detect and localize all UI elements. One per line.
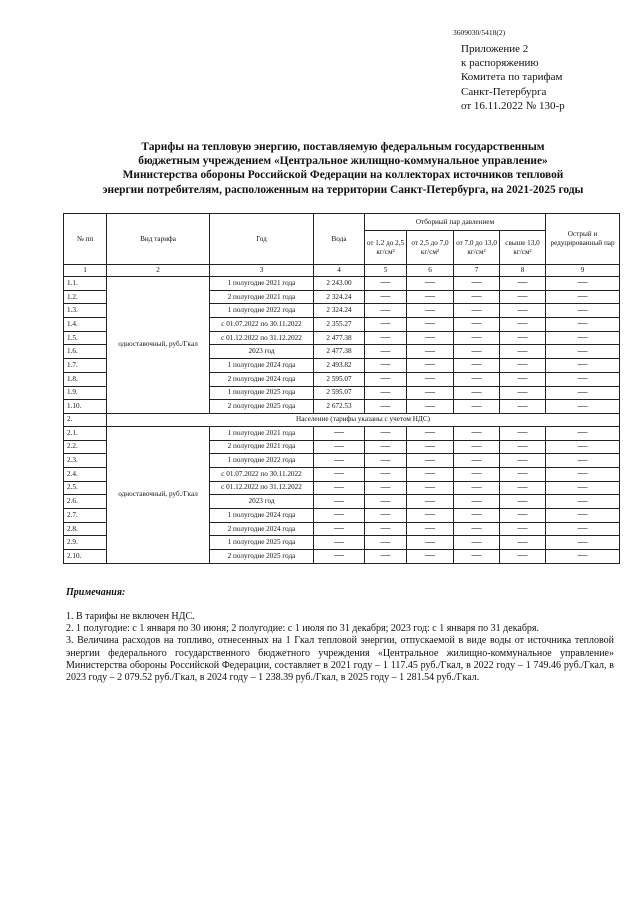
dash-cell: — (546, 359, 620, 373)
period: 2 полугодие 2024 года (210, 372, 314, 386)
title-line: Министерства обороны Российской Федерации на коллекторах источников тепловой (122, 169, 564, 182)
water-value: — (314, 454, 365, 468)
water-value: 2 355.27 (314, 318, 365, 332)
title-line: энергии потребителям, расположенным на территории Санкт-Петербурга, на 2021-2025 годы (102, 183, 584, 196)
dash-cell: — (454, 290, 500, 304)
row-number: 2.5. (64, 481, 107, 495)
dash-cell: — (500, 454, 546, 468)
period: 1 полугодие 2025 года (210, 386, 314, 400)
dash-cell: — (546, 467, 620, 481)
dash-cell: — (500, 359, 546, 373)
tariff-group-1 (64, 277, 620, 414)
dash-cell: — (407, 495, 454, 509)
dash-cell: — (500, 509, 546, 523)
dash-cell: — (454, 372, 500, 386)
dash-cell: — (546, 277, 620, 291)
dash-cell: — (365, 372, 407, 386)
dash-cell: — (407, 318, 454, 332)
row-number: 1.10. (64, 400, 107, 414)
header-steam-1: от 1,2 до 2,5 кг/см² (365, 231, 407, 265)
column-number: 6 (407, 265, 454, 277)
period: 1 полугодие 2024 года (210, 509, 314, 523)
dash-cell: — (500, 467, 546, 481)
appendix-block (461, 42, 565, 113)
water-value: 2 493.82 (314, 359, 365, 373)
header-sharp-steam: Острый и редуцированный пар (546, 214, 620, 265)
dash-cell: — (454, 400, 500, 414)
dash-cell: — (407, 277, 454, 291)
period: 1 полугодие 2022 года (210, 454, 314, 468)
dash-cell: — (407, 454, 454, 468)
dash-cell: — (454, 318, 500, 332)
dash-cell: — (365, 345, 407, 359)
dash-cell: — (500, 522, 546, 536)
column-number: 7 (454, 265, 500, 277)
document-code: 3609030/5418(2) (453, 28, 506, 37)
dash-cell: — (454, 467, 500, 481)
dash-cell: — (365, 440, 407, 454)
header-steam-2: от 2,5 до 7,0 кг/см² (407, 231, 454, 265)
dash-cell: — (546, 440, 620, 454)
period: 1 полугодие 2021 года (210, 277, 314, 291)
row-number: 1.8. (64, 372, 107, 386)
dash-cell: — (454, 509, 500, 523)
dash-cell: — (365, 550, 407, 564)
dash-cell: — (365, 481, 407, 495)
dash-cell: — (500, 400, 546, 414)
water-value: — (314, 426, 365, 440)
dash-cell: — (454, 550, 500, 564)
note-3: 3. Величина расходов на топливо, отнесенных на 1 Гкал тепловой энергии, отпускаемой в виде воды от источника тепловой энергии федерального государственного бюджетного учреждения «Центральное жилищно-коммунальное управление» Министерства обороны Российской Федерации, составляет в 2021 году – 1 117.45 руб./Гкал, в 2022 году – 1 749.46 руб./Гкал, в 2023 году – 2 079.52 руб./Гкал, в 2024 году – 1 238.39 руб./Гкал, в 2025 году – 1 281.54 руб./Гкал. (66, 635, 614, 684)
row-number: 1.2. (64, 290, 107, 304)
dash-cell: — (500, 277, 546, 291)
dash-cell: — (546, 536, 620, 550)
water-value: — (314, 481, 365, 495)
column-number: 5 (365, 265, 407, 277)
water-value: 2 324.24 (314, 290, 365, 304)
dash-cell: — (365, 467, 407, 481)
dash-cell: — (500, 495, 546, 509)
period: 2 полугодие 2021 года (210, 290, 314, 304)
row-number: 1.1. (64, 277, 107, 291)
dash-cell: — (365, 536, 407, 550)
row-number: 1.4. (64, 318, 107, 332)
notes-title: Примечания: (66, 587, 126, 598)
title-line: бюджетным учреждением «Центральное жилищно-коммунальное управление» (138, 155, 548, 168)
water-value: — (314, 536, 365, 550)
water-value: — (314, 495, 365, 509)
dash-cell: — (454, 536, 500, 550)
dash-cell: — (365, 304, 407, 318)
period: 1 полугодие 2022 года (210, 304, 314, 318)
dash-cell: — (454, 454, 500, 468)
dash-cell: — (546, 426, 620, 440)
dash-cell: — (546, 386, 620, 400)
period: 1 полугодие 2024 года (210, 359, 314, 373)
section-number: 2. (64, 413, 107, 426)
dash-cell: — (546, 290, 620, 304)
dash-cell: — (454, 386, 500, 400)
dash-cell: — (454, 345, 500, 359)
dash-cell: — (407, 372, 454, 386)
dash-cell: — (546, 481, 620, 495)
period: с 01.12.2022 по 31.12.2022 (210, 331, 314, 345)
dash-cell: — (407, 426, 454, 440)
dash-cell: — (365, 522, 407, 536)
row-number: 1.6. (64, 345, 107, 359)
dash-cell: — (365, 359, 407, 373)
dash-cell: — (365, 277, 407, 291)
row-number: 2.1. (64, 426, 107, 440)
dash-cell: — (407, 509, 454, 523)
water-value: — (314, 522, 365, 536)
period: с 01.12.2022 по 31.12.2022 (210, 481, 314, 495)
note-2: 2. 1 полугодие: с 1 января по 30 июня; 2 полугодие: с 1 июля по 31 декабря; 2023 год: с 1 января по 31 декабря. (66, 623, 540, 635)
dash-cell: — (546, 522, 620, 536)
period: 2023 год (210, 345, 314, 359)
tariff-table (63, 213, 620, 564)
dash-cell: — (546, 509, 620, 523)
row-number: 2.9. (64, 536, 107, 550)
dash-cell: — (365, 400, 407, 414)
dash-cell: — (454, 495, 500, 509)
dash-cell: — (500, 372, 546, 386)
dash-cell: — (365, 290, 407, 304)
dash-cell: — (407, 345, 454, 359)
dash-cell: — (546, 318, 620, 332)
row-number: 2.7. (64, 509, 107, 523)
row-number: 1.3. (64, 304, 107, 318)
column-number: 4 (314, 265, 365, 277)
period: 2023 год (210, 495, 314, 509)
dash-cell: — (500, 386, 546, 400)
dash-cell: — (365, 454, 407, 468)
dash-cell: — (500, 550, 546, 564)
dash-cell: — (546, 345, 620, 359)
period: 1 полугодие 2021 года (210, 426, 314, 440)
dash-cell: — (500, 331, 546, 345)
dash-cell: — (365, 495, 407, 509)
dash-cell: — (546, 495, 620, 509)
water-value: 2 595.07 (314, 386, 365, 400)
dash-cell: — (454, 277, 500, 291)
water-value: — (314, 550, 365, 564)
period: 1 полугодие 2025 года (210, 536, 314, 550)
tariff-group-2 (64, 426, 620, 563)
appendix-line: от 16.11.2022 № 130-р (461, 99, 565, 112)
dash-cell: — (546, 454, 620, 468)
column-number: 2 (107, 265, 210, 277)
row-number: 1.5. (64, 331, 107, 345)
appendix-line: Приложение 2 (461, 43, 529, 55)
period: с 01.07.2022 по 30.11.2022 (210, 467, 314, 481)
period: 2 полугодие 2021 года (210, 440, 314, 454)
column-number: 3 (210, 265, 314, 277)
row-number: 1.7. (64, 359, 107, 373)
dash-cell: — (500, 481, 546, 495)
dash-cell: — (454, 331, 500, 345)
dash-cell: — (454, 481, 500, 495)
document-title (68, 140, 618, 197)
header-num: № пп (64, 214, 107, 265)
dash-cell: — (407, 400, 454, 414)
appendix-line: к распоряжению (461, 57, 539, 70)
water-value: — (314, 440, 365, 454)
water-value: 2 477.38 (314, 345, 365, 359)
dash-cell: — (407, 467, 454, 481)
row-number: 2.8. (64, 522, 107, 536)
dash-cell: — (546, 331, 620, 345)
dash-cell: — (454, 359, 500, 373)
tariff-type: одноставочный, руб./Гкал (107, 426, 210, 563)
table-row (64, 277, 620, 291)
dash-cell: — (546, 400, 620, 414)
header-tariff-type: Вид тарифа (107, 214, 210, 265)
row-number: 2.4. (64, 467, 107, 481)
period: с 01.07.2022 по 30.11.2022 (210, 318, 314, 332)
column-number: 1 (64, 265, 107, 277)
header-steam-4: свыше 13,0 кг/см² (500, 231, 546, 265)
row-number: 1.9. (64, 386, 107, 400)
header-steam: Отборный пар давлением (365, 214, 546, 231)
header-year: Год (210, 214, 314, 265)
water-value: — (314, 467, 365, 481)
row-number: 2.3. (64, 454, 107, 468)
dash-cell: — (454, 522, 500, 536)
water-value: 2 243.00 (314, 277, 365, 291)
dash-cell: — (500, 345, 546, 359)
dash-cell: — (407, 522, 454, 536)
dash-cell: — (365, 331, 407, 345)
water-value: 2 672.53 (314, 400, 365, 414)
table-row (64, 426, 620, 440)
dash-cell: — (500, 318, 546, 332)
section-2 (64, 413, 620, 426)
dash-cell: — (407, 386, 454, 400)
row-number: 2.10. (64, 550, 107, 564)
dash-cell: — (500, 426, 546, 440)
dash-cell: — (500, 290, 546, 304)
water-value: — (314, 509, 365, 523)
dash-cell: — (407, 304, 454, 318)
dash-cell: — (407, 550, 454, 564)
dash-cell: — (500, 304, 546, 318)
dash-cell: — (546, 550, 620, 564)
tariff-type: одноставочный, руб./Гкал (107, 277, 210, 414)
dash-cell: — (454, 440, 500, 454)
appendix-line: Комитета по тарифам (461, 71, 563, 84)
dash-cell: — (365, 318, 407, 332)
dash-cell: — (407, 481, 454, 495)
water-value: 2 477.38 (314, 331, 365, 345)
dash-cell: — (407, 359, 454, 373)
dash-cell: — (365, 426, 407, 440)
header-steam-3: от 7,0 до 13,0 кг/см² (454, 231, 500, 265)
dash-cell: — (407, 536, 454, 550)
dash-cell: — (407, 440, 454, 454)
notes (66, 611, 614, 684)
period: 2 полугодие 2025 года (210, 550, 314, 564)
column-number: 8 (500, 265, 546, 277)
water-value: 2 324.24 (314, 304, 365, 318)
dash-cell: — (500, 440, 546, 454)
header-water: Вода (314, 214, 365, 265)
dash-cell: — (365, 509, 407, 523)
dash-cell: — (546, 372, 620, 386)
note-1: 1. В тарифы не включен НДС. (66, 611, 195, 622)
dash-cell: — (546, 304, 620, 318)
title-line: Тарифы на тепловую энергию, поставляемую федеральным государственным (141, 141, 545, 153)
water-value: 2 595.07 (314, 372, 365, 386)
dash-cell: — (454, 426, 500, 440)
period: 2 полугодие 2025 года (210, 400, 314, 414)
row-number: 2.6. (64, 495, 107, 509)
dash-cell: — (407, 290, 454, 304)
period: 2 полугодие 2024 года (210, 522, 314, 536)
row-number: 2.2. (64, 440, 107, 454)
dash-cell: — (454, 304, 500, 318)
dash-cell: — (407, 331, 454, 345)
dash-cell: — (365, 386, 407, 400)
section-title: Население (тарифы указаны с учетом НДС) (107, 413, 620, 426)
appendix-line: Санкт-Петербурга (461, 85, 547, 98)
dash-cell: — (500, 536, 546, 550)
column-number: 9 (546, 265, 620, 277)
